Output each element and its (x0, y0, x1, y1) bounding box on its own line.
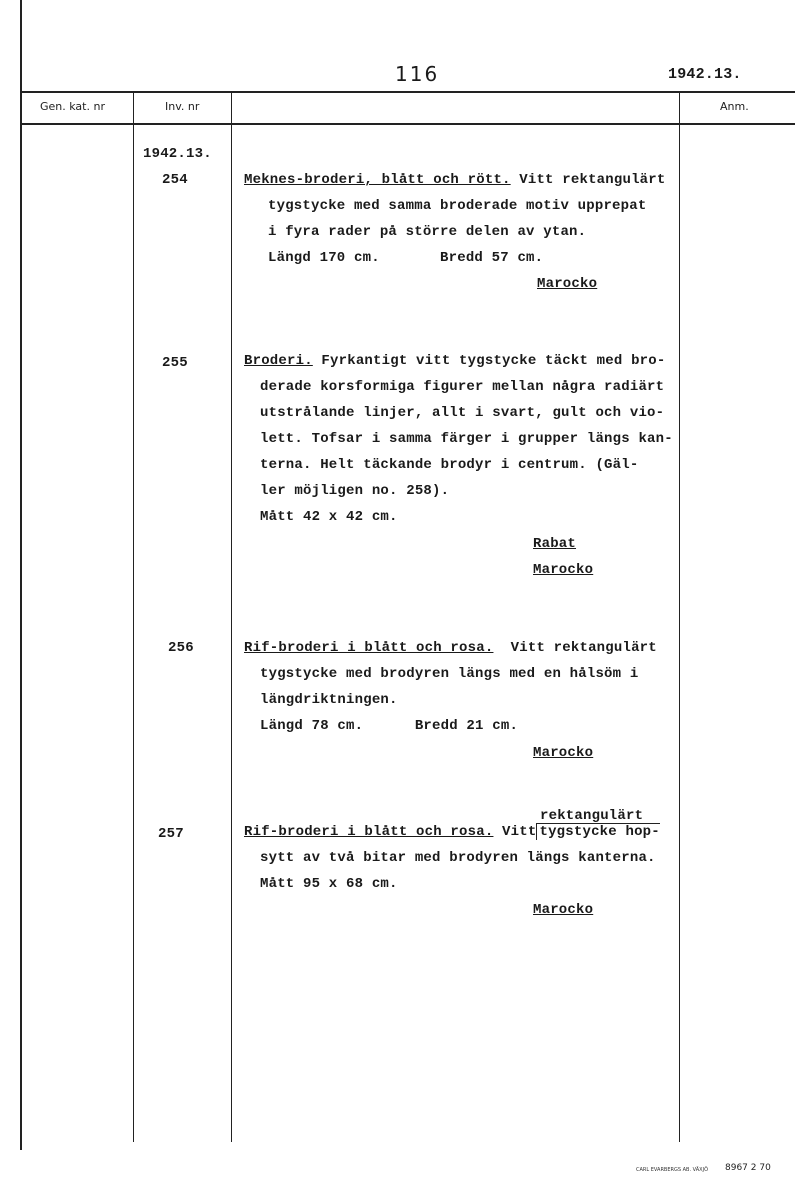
entry-place: Marocko (533, 902, 594, 918)
entry-text (244, 172, 665, 188)
entry-line: Fyrkantigt vitt tygstycke täckt med bro- (312, 353, 666, 369)
entry-text (244, 640, 657, 656)
entry-text (244, 353, 665, 369)
inv-number: 254 (162, 172, 188, 188)
entry-text (244, 824, 660, 840)
entry-title: Rif-broderi i blått och rosa. (244, 824, 494, 840)
column-header-anm: Anm. (720, 100, 749, 113)
entry-line: tygstycke hop- (536, 823, 659, 840)
column-header-inv-nr: Inv. nr (165, 100, 200, 113)
entry-line: tygstycke med brodyren längs med en hålsöm i (260, 666, 639, 682)
entry-line: Mått 42 x 42 cm. (260, 509, 398, 525)
column-header-gen-kat-nr: Gen. kat. nr (40, 100, 105, 113)
entry-line: derade korsformiga figurer mellan några radiärt (260, 379, 665, 395)
entry-title: Meknes-broderi, blått och rött. (244, 172, 511, 188)
entry-title: Rif-broderi i blått och rosa. (244, 640, 494, 656)
entry-line: Längd 78 cm. Bredd 21 cm. (260, 718, 519, 734)
entry-line: terna. Helt täckande brodyr i centrum. (Gäl- (260, 457, 639, 473)
column-divider (133, 92, 134, 1142)
entry-line: Vitt rektangulärt (510, 172, 666, 188)
entry-line: i fyra rader på större delen av ytan. (268, 224, 587, 240)
column-divider (679, 92, 680, 1142)
entry-line: lett. Tofsar i samma färger i grupper längs kan- (260, 431, 673, 447)
entry-line: tygstycke med samma broderade motiv upprepat (268, 198, 647, 214)
entry-place: Rabat (533, 536, 577, 552)
entry-place: Marocko (533, 562, 594, 578)
entry-line: Vitt rektangulärt (493, 640, 657, 656)
entry-title: Broderi. (244, 353, 313, 369)
entry-line: ler möjligen no. 258). (260, 483, 450, 499)
form-code: 8967 2 70 (725, 1163, 771, 1173)
entry-line: Vitt (493, 824, 537, 840)
inv-number: 255 (162, 355, 188, 371)
entry-line: Längd 170 cm. Bredd 57 cm. (268, 250, 544, 266)
accession-header: 1942.13. (668, 66, 742, 83)
inv-prefix: 1942.13. (143, 146, 212, 162)
column-divider (231, 92, 232, 1142)
inv-number: 257 (158, 826, 184, 842)
printer-imprint: CARL EVARBERGS AB. VÄXJÖ (636, 1167, 709, 1173)
entry-line: sytt av två bitar med brodyren längs kanterna. (260, 850, 656, 866)
entry-place: Marocko (533, 745, 594, 761)
entry-line: längdriktningen. (260, 692, 398, 708)
handwritten-insertion: rektangulärt (540, 808, 644, 824)
entry-place: Marocko (537, 276, 598, 292)
inv-number: 256 (168, 640, 194, 656)
left-margin-line (20, 0, 22, 1150)
entry-line: utstrålande linjer, allt i svart, gult och vio- (260, 405, 665, 421)
entry-line: Mått 95 x 68 cm. (260, 876, 398, 892)
page-number: 116 (395, 62, 440, 86)
